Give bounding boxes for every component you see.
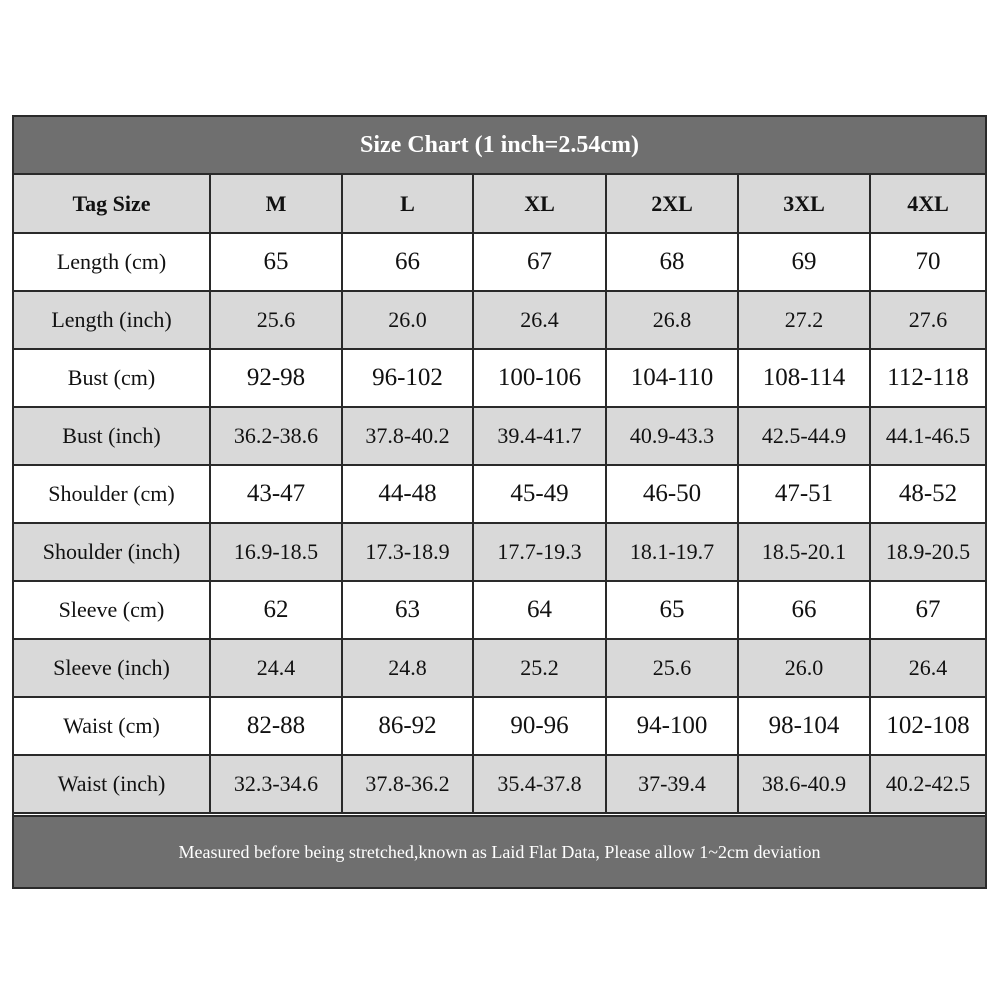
table-row: [14, 291, 985, 349]
table-cell: 27.6: [870, 291, 985, 349]
table-cell: 69: [738, 233, 870, 291]
table-cell: 48-52: [870, 465, 985, 523]
table-cell: 98-104: [738, 697, 870, 755]
table-cell: 68: [606, 233, 738, 291]
table-cell: 100-106: [473, 349, 606, 407]
row-label: Length (cm): [14, 233, 210, 291]
table-cell: 24.4: [210, 639, 342, 697]
table-cell: 17.7-19.3: [473, 523, 606, 581]
table-cell: 65: [606, 581, 738, 639]
chart-title: Size Chart (1 inch=2.54cm): [14, 117, 985, 175]
row-label: Bust (cm): [14, 349, 210, 407]
table-cell: 25.6: [606, 639, 738, 697]
table-cell: 66: [738, 581, 870, 639]
table-cell: 25.6: [210, 291, 342, 349]
table-cell: 37-39.4: [606, 755, 738, 813]
header-row: [14, 175, 985, 233]
table-cell: 27.2: [738, 291, 870, 349]
table-cell: 90-96: [473, 697, 606, 755]
size-header: 4XL: [870, 175, 985, 233]
table-cell: 26.4: [473, 291, 606, 349]
table-cell: 65: [210, 233, 342, 291]
table-cell: 36.2-38.6: [210, 407, 342, 465]
table-cell: 42.5-44.9: [738, 407, 870, 465]
footer-note: Measured before being stretched,known as Laid Flat Data, Please allow 1~2cm deviation: [14, 815, 985, 887]
table-cell: 37.8-36.2: [342, 755, 473, 813]
table-cell: 66: [342, 233, 473, 291]
table-cell: 63: [342, 581, 473, 639]
size-header: L: [342, 175, 473, 233]
table-row: [14, 639, 985, 697]
table-cell: 32.3-34.6: [210, 755, 342, 813]
table-cell: 47-51: [738, 465, 870, 523]
table-cell: 102-108: [870, 697, 985, 755]
table-row: [14, 407, 985, 465]
table-cell: 67: [870, 581, 985, 639]
table-cell: 94-100: [606, 697, 738, 755]
table-cell: 104-110: [606, 349, 738, 407]
table-cell: 40.2-42.5: [870, 755, 985, 813]
row-label: Shoulder (inch): [14, 523, 210, 581]
row-label: Length (inch): [14, 291, 210, 349]
size-header: 3XL: [738, 175, 870, 233]
table-cell: 67: [473, 233, 606, 291]
size-header: M: [210, 175, 342, 233]
size-header: 2XL: [606, 175, 738, 233]
table-cell: 44.1-46.5: [870, 407, 985, 465]
table-cell: 17.3-18.9: [342, 523, 473, 581]
table-row: [14, 233, 985, 291]
table-cell: 108-114: [738, 349, 870, 407]
table-row: [14, 755, 985, 813]
table-cell: 25.2: [473, 639, 606, 697]
table-cell: 86-92: [342, 697, 473, 755]
table-cell: 24.8: [342, 639, 473, 697]
table-cell: 16.9-18.5: [210, 523, 342, 581]
table-cell: 92-98: [210, 349, 342, 407]
table-cell: 26.4: [870, 639, 985, 697]
table-cell: 18.5-20.1: [738, 523, 870, 581]
size-header: XL: [473, 175, 606, 233]
size-chart: [12, 115, 987, 889]
table-cell: 45-49: [473, 465, 606, 523]
table-cell: 96-102: [342, 349, 473, 407]
row-label: Waist (inch): [14, 755, 210, 813]
table-row: [14, 465, 985, 523]
table-cell: 26.8: [606, 291, 738, 349]
table-cell: 46-50: [606, 465, 738, 523]
table-cell: 64: [473, 581, 606, 639]
table-cell: 40.9-43.3: [606, 407, 738, 465]
table-row: [14, 581, 985, 639]
row-label: Sleeve (inch): [14, 639, 210, 697]
table-cell: 39.4-41.7: [473, 407, 606, 465]
table-row: [14, 523, 985, 581]
table-row: [14, 349, 985, 407]
table-cell: 112-118: [870, 349, 985, 407]
table-row: [14, 697, 985, 755]
table-cell: 43-47: [210, 465, 342, 523]
table-cell: 37.8-40.2: [342, 407, 473, 465]
table-cell: 18.9-20.5: [870, 523, 985, 581]
table-cell: 44-48: [342, 465, 473, 523]
table-cell: 35.4-37.8: [473, 755, 606, 813]
row-label: Shoulder (cm): [14, 465, 210, 523]
table-cell: 38.6-40.9: [738, 755, 870, 813]
row-label: Waist (cm): [14, 697, 210, 755]
table-cell: 62: [210, 581, 342, 639]
table-cell: 26.0: [738, 639, 870, 697]
row-label: Sleeve (cm): [14, 581, 210, 639]
row-label: Bust (inch): [14, 407, 210, 465]
table-cell: 26.0: [342, 291, 473, 349]
table-cell: 18.1-19.7: [606, 523, 738, 581]
table-cell: 70: [870, 233, 985, 291]
tag-size-header: Tag Size: [14, 175, 210, 233]
table-cell: 82-88: [210, 697, 342, 755]
size-table: [14, 175, 985, 814]
